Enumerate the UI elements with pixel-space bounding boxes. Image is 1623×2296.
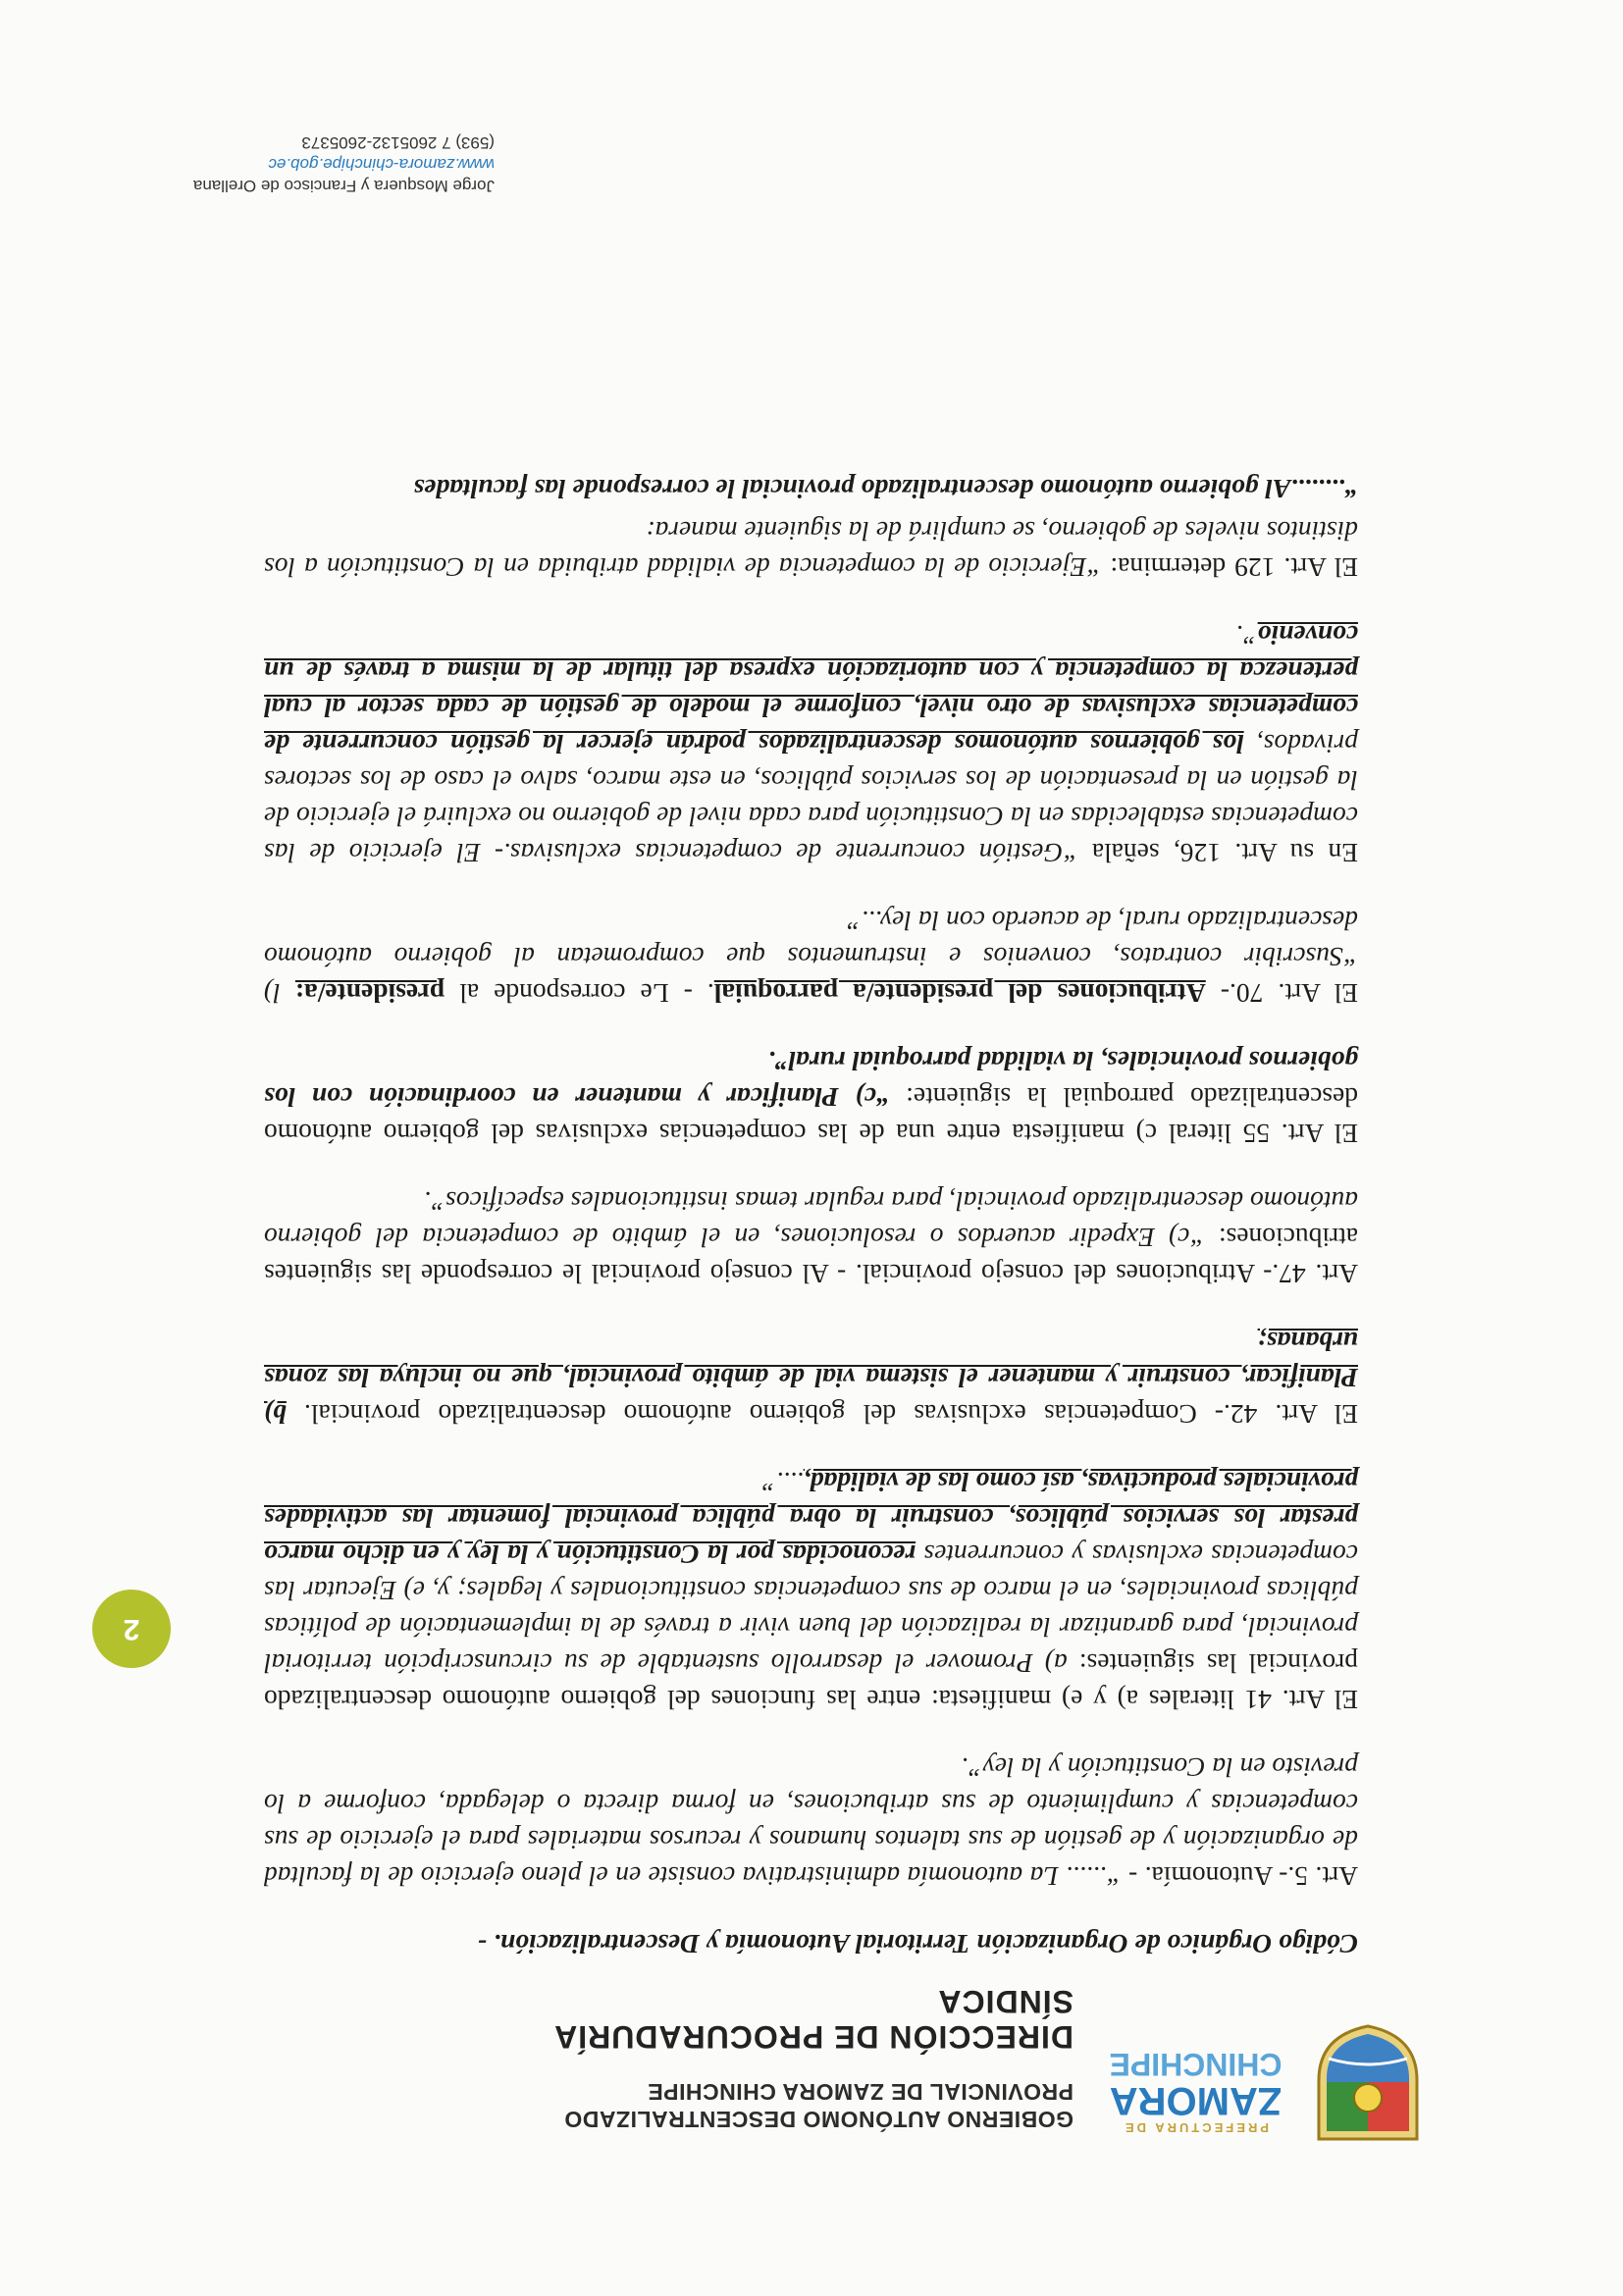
logo-line2: CHINCHIPE bbox=[1109, 2047, 1283, 2082]
footer-phone: (593) 7 2605132-2605373 bbox=[301, 133, 495, 152]
art5-quote: “...... La autonomía administrativa consiste en el pleno ejercicio de la facultad de organización y de gestión de sus talentos humanos y recursos materiales para el ejercicio de sus competencias y cumplimiento de sus atribuciones, en forma directa o delegada, conforme a lo previsto en la Constitución y la ley”. bbox=[264, 1752, 1358, 1892]
art42-lead: El Art. 42.- Competencias exclusivas del gobierno autónomo descentralizado provincial. bbox=[286, 1399, 1358, 1430]
art41-quote-b: reconocidas por la Constitución y la ley y en dicho marco prestar los servicios públicos, construir la obra pública provincial fomentar las actividades provinciales productivas, así como las de vialidad, bbox=[264, 1467, 1358, 1570]
art41-quote-end: ....” bbox=[760, 1467, 804, 1497]
document-body bbox=[264, 440, 1358, 1962]
org-name-line1: GOBIERNO AUTÓNOMO DESCENTRALIZADO bbox=[563, 2107, 1073, 2132]
paragraph-art47 bbox=[264, 1183, 1358, 1292]
art55-lead: El Art. 55 literal c) manifiesta entre una de las competencias exclusivas del gobierno autónomo descentralizado parroquial la siguiente: bbox=[264, 1082, 1358, 1149]
paragraph-art5 bbox=[264, 1749, 1358, 1895]
organization-name bbox=[465, 1984, 1073, 2133]
logo-wordmark bbox=[1090, 2048, 1301, 2135]
department-name: DIRECCIÓN DE PROCURADURÍA SÍNDICA bbox=[554, 1984, 1073, 2055]
paragraph-art42 bbox=[264, 1324, 1358, 1433]
art70-title: Atribuciones del presidente/a parroquial bbox=[713, 978, 1206, 1009]
logo-prefix: PREFECTURA DE bbox=[1122, 2120, 1270, 2135]
paragraph-art126 bbox=[264, 617, 1358, 871]
paragraph-art41 bbox=[264, 1464, 1358, 1718]
art126-quote-end: ”. bbox=[1235, 620, 1258, 651]
logo-line1: ZAMORA bbox=[1109, 2079, 1283, 2122]
art70-title2: presidente/a: bbox=[294, 978, 445, 1009]
art126-quote-a: “Gestión concurrente de competencias exclusivas.- El ejercicio de las competencias establecidas en la Constitución para cada nivel de gobierno no excluirá el ejercicio de la gestión en la presentación de los servicios públicos, en este marco, salvo el caso de los sectores privados, bbox=[264, 729, 1358, 868]
org-name-line2: PROVINCIAL DE ZAMORA CHINCHIPE bbox=[647, 2079, 1073, 2105]
footer-website: www.zamora-chinchipe.gob.ec bbox=[268, 155, 495, 174]
document-title: Código Orgánico de Organización Territorial Autonomía y Descentralización. - bbox=[477, 1929, 1358, 1959]
art47-lead: Art. 47.- Atribuciones del consejo provincial. - Al consejo provincial le corresponde las siguientes atribuciones: bbox=[264, 1223, 1358, 1289]
paragraph-art129 bbox=[264, 513, 1358, 586]
art41-quote-a: a) Promover el desarrollo sustentable de su circunscripción territorial provincial, para garantizar la realización del buen vivir a través de la implementación de políticas públicas provinciales, en el marco de sus competencias constitucionales y legales; y, e) Ejecutar las competencias exclusivas y concurrentes bbox=[264, 1539, 1358, 1679]
art70-lead: El Art. 70.- bbox=[1205, 978, 1358, 1009]
letterhead bbox=[181, 1984, 1427, 2149]
art42-quote: b) Planificar, construir y mantener el sistema vial de ámbito provincial, que no incluya las zonas urbanas; bbox=[264, 1327, 1358, 1430]
footer bbox=[181, 131, 495, 196]
art129-quote: “Ejercicio de la competencia de vialidad atribuida en la Constitución a los distintos niveles de gobierno, se cumplirá de la siguiente manera: bbox=[264, 516, 1358, 583]
paragraph-art70 bbox=[264, 903, 1358, 1012]
art55-quote: “c) Planificar y mantener en coordinación con los gobiernos provinciales, la vialidad parroquial rural”. bbox=[264, 1046, 1358, 1113]
paragraph-art55 bbox=[264, 1043, 1358, 1152]
art70-mid: . - Le corresponde al bbox=[445, 978, 714, 1009]
coat-of-arms-icon bbox=[1309, 2021, 1427, 2149]
art70-quote: l) “Suscribir contratos, convenios e instrumentos que comprometan al gobierno autónomo descentralizado rural, de acuerdo con la ley...” bbox=[264, 906, 1358, 1009]
art41-lead: El Art. 41 literales a) y e) manifiesta: entre las funciones del gobierno autónomo descentralizado provincial las siguientes: bbox=[264, 1648, 1358, 1715]
art126-lead: En su Art. 126, señala bbox=[1077, 838, 1358, 868]
art47-quote: “c) Expedir acuerdos o resoluciones, en el ámbito de competencia del gobierno autónomo descentralizado provincial, para regular temas institucionales específicos”. bbox=[264, 1186, 1358, 1253]
art5-lead: Art. 5.- Autonomía. - bbox=[1121, 1861, 1358, 1892]
art126-quote-b: los gobiernos autónomos descentralizados podrán ejercer la gestión concurrente de competencias exclusivas de otro nivel, conforme el modelo de gestión de cada sector al cual pertenezca la competencia y con autorización expresa del titular de la misma a través de un convenio bbox=[264, 620, 1358, 759]
footer-address: Jorge Mosquera y Francisco de Orellana bbox=[192, 177, 495, 195]
page-number-badge: 2 bbox=[92, 1590, 171, 1668]
art129-lead: El Art. 129 determina: bbox=[1101, 552, 1358, 583]
paragraph-art129-cont: “........Al gobierno autónomo descentralizado provincial le corresponde las facultades bbox=[413, 474, 1358, 504]
